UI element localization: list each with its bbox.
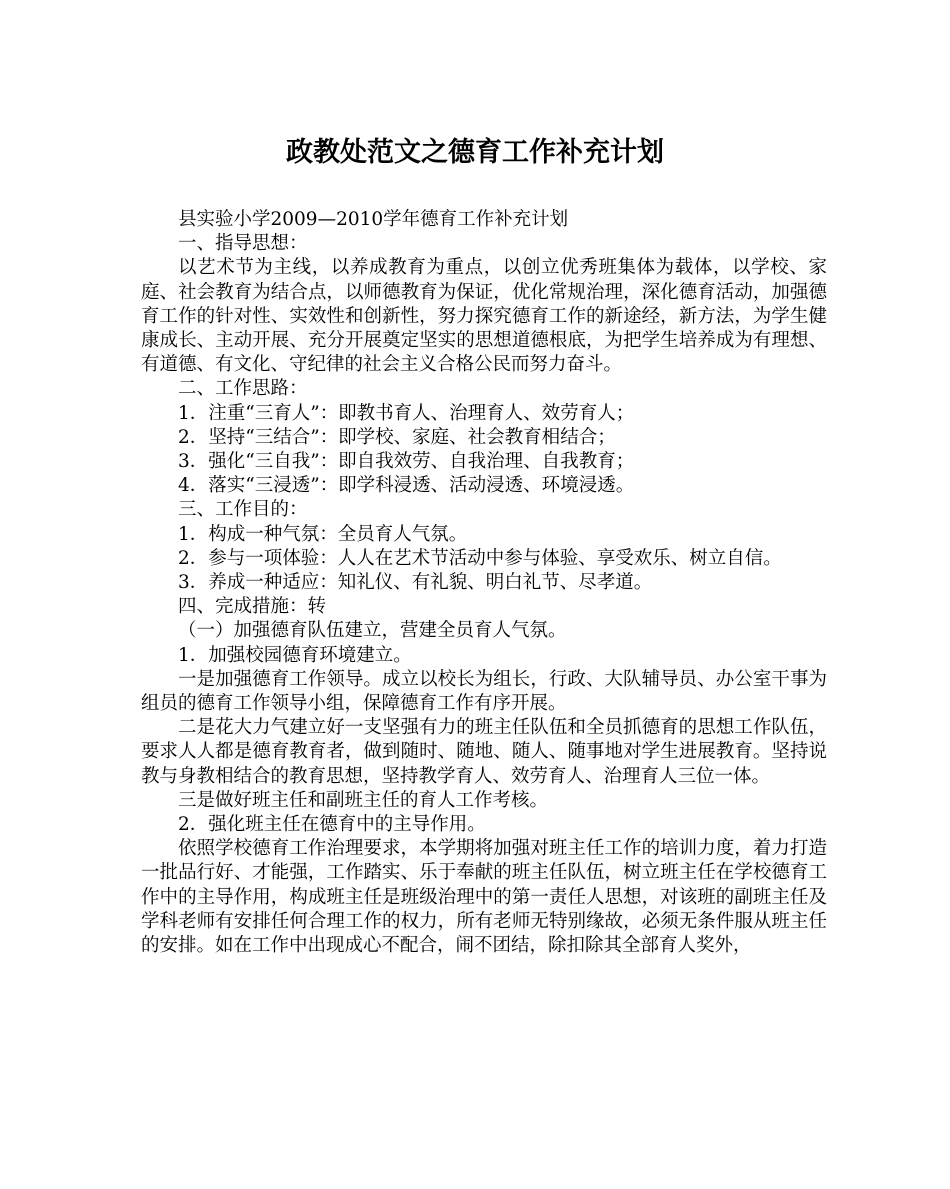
section-heading-work-approach: 二、工作思路： [178,378,308,400]
subsection-heading: （一）加强德育队伍建立，营建全员育人气氛。 [178,620,567,642]
list-item: 2．参与一项体验：人人在艺术节活动中参与体验、享受欢乐、树立自信。 [178,547,782,569]
document-title: 政教处范文之德育工作补充计划 [286,137,664,168]
list-item: 4．落实“三浸透”：即学科浸透、活动浸透、环境浸透。 [178,475,635,497]
section-heading-guiding-thought: 一、指导思想： [178,233,308,255]
paragraph-plan-heading: 县实验小学2009—2010学年德育工作补充计划 [178,209,569,230]
document-body [141,208,827,958]
paragraph: 二是花大力气建立好一支坚强有力的班主任队伍和全员抓德育的思想工作队伍，要求人人都是德育教育者，做到随时、随地、随人、随事地对学生进展教育。坚持说教与身教相结合的教育思想，坚持教学育人、效劳育人、治理育人三位一体。 [141,717,827,787]
list-item: 2．强化班主任在德育中的主导作用。 [178,814,486,836]
paragraph: 一是加强德育工作领导。成立以校长为组长，行政、大队辅导员、办公室干事为组员的德育工作领导小组，保障德育工作有序开展。 [141,668,827,715]
list-item: 3．养成一种适应：知礼仪、有礼貌、明白礼节、尽孝道。 [178,572,653,594]
paragraph: 以艺术节为主线，以养成教育为重点，以创立优秀班集体为载体，以学校、家庭、社会教育为结合点，以师德教育为保证，优化常规治理，深化德育活动，加强德育工作的针对性、实效性和创新性，努力探究德育工作的新途经，新方法，为学生健康成长、主动开展、充分开展奠定坚实的思想道德根底，为把学生培养成为有理想、有道德、有文化、守纪律的社会主义合格公民而努力奋斗。 [141,257,827,376]
list-item: 1．注重“三育人”：即教书育人、治理育人、效劳育人； [178,402,635,424]
list-item: 1．构成一种气氛：全员育人气氛。 [178,523,468,545]
section-heading-work-goals: 三、工作目的： [178,499,308,521]
paragraph: 依照学校德育工作治理要求，本学期将加强对班主任工作的培训力度，着力打造一批品行好、才能强，工作踏实、乐于奉献的班主任队伍，树立班主任在学校德育工作中的主导作用，构成班主任是班级治理中的第一责任人思想，对该班的副班主任及学科老师有安排任何合理工作的权力，所有老师无特别缘故，必须无条件服从班主任的安排。如在工作中出现成心不配合，闹不团结，除扣除其全部育人奖外， [141,838,827,957]
section-heading-measures: 四、完成措施：转 [178,596,327,618]
list-item: 2．坚持“三结合”：即学校、家庭、社会教育相结合； [178,426,616,448]
list-item: 1．加强校园德育环境建立。 [178,644,412,666]
list-item: 3．强化“三自我”：即自我效劳、自我治理、自我教育； [178,451,635,473]
paragraph: 三是做好班主任和副班主任的育人工作考核。 [178,789,549,811]
